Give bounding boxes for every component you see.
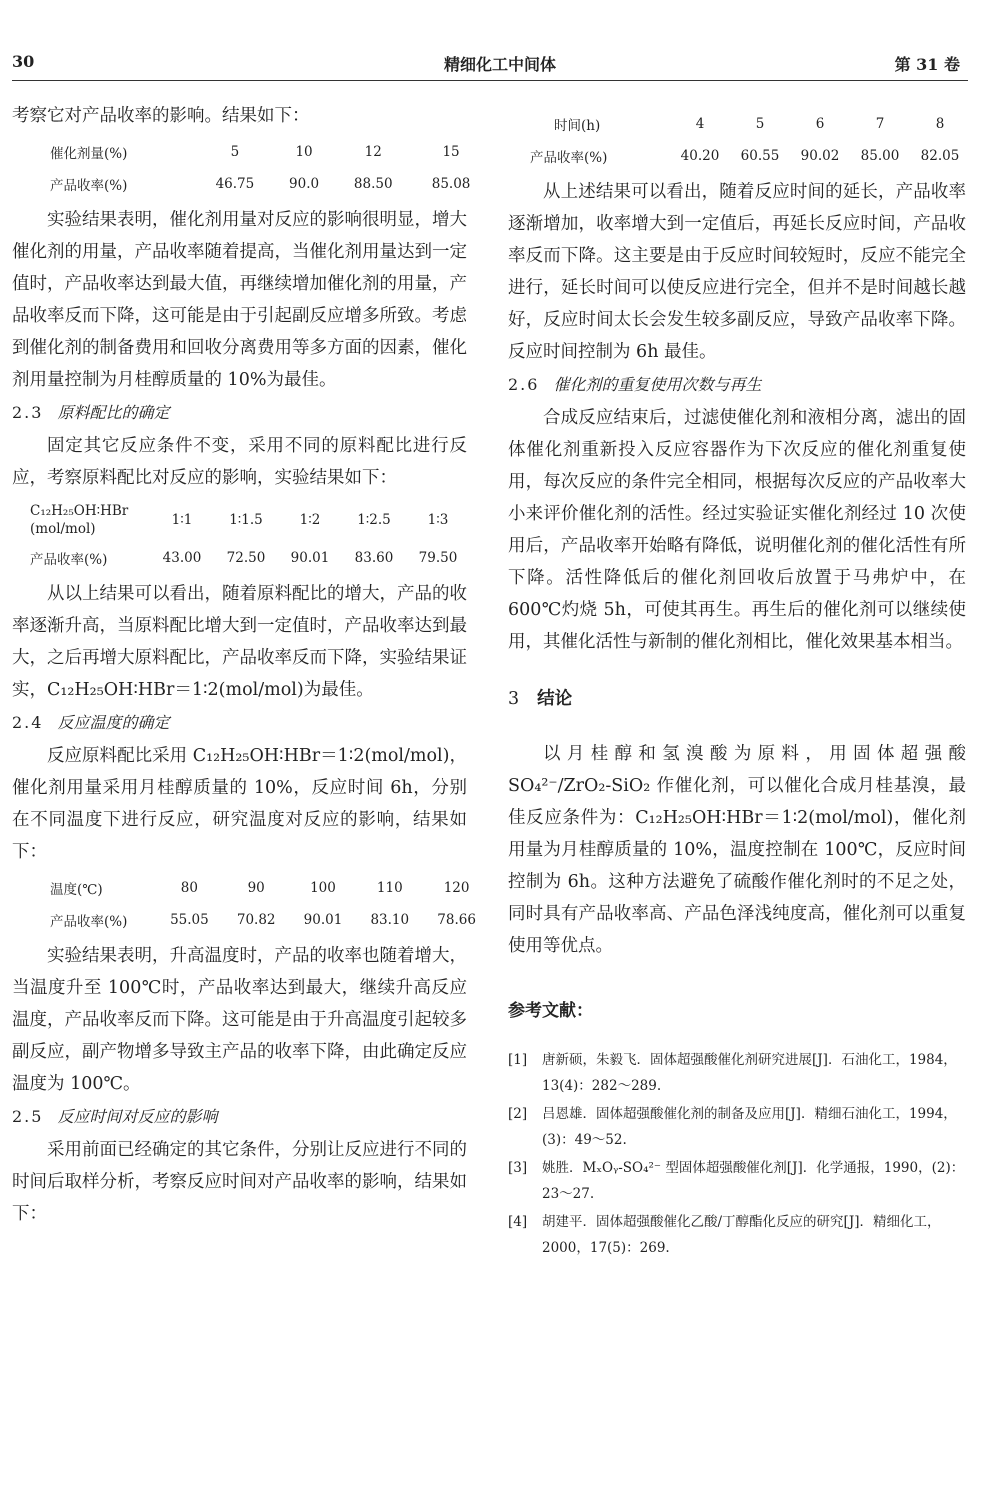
cell: 46.75 — [215, 176, 255, 192]
reference-item — [508, 1209, 966, 1261]
ratio-intro-paragraph: 固定其它反应条件不变，采用不同的原料配比进行反应，考察原料配比对反应的影响，实验结果如下： — [12, 436, 467, 488]
cell: 90 — [247, 880, 265, 896]
cell: 60.55 — [740, 148, 780, 164]
cell: 83.60 — [354, 550, 394, 566]
cell: 15 — [442, 144, 460, 160]
cell: 80 — [180, 880, 198, 896]
cell: 72.50 — [226, 550, 266, 566]
cell: 82.05 — [920, 148, 960, 164]
catalyst-paragraph: 实验结果表明，催化剂用量对反应的影响很明显，增大催化剂的用量，产品收率随着提高，当催化剂用量达到一定值时，产品收率达到最大值，再继续增加催化剂的用量，产品收率反而下降，这可能是由于引起副反应增多所致。考虑到催化剂的制备费用和回收分离费用等多方面的因素，催化剂用量控制为月桂醇质量的 10%为最佳。 — [12, 210, 467, 390]
time-intro-paragraph: 采用前面已经确定的其它条件，分别让反应进行不同的时间后取样分析，考察反应时间对产品收率的影响，结果如下： — [12, 1140, 467, 1224]
table-row — [50, 904, 490, 936]
section-2-6-heading — [508, 370, 966, 400]
section-2-4-heading — [12, 708, 467, 738]
temperature-intro-paragraph: 反应原料配比采用 C₁₂H₂₅OH∶HBr＝1∶2(mol/mol)，催化剂用量采用月桂醇质量的 10%，反应时间 6h，分别在不同温度下进行反应，研究温度对反应的影响，结果如下： — [12, 746, 467, 862]
reference-number: [4] — [508, 1214, 528, 1230]
cell: 1∶1 — [171, 512, 193, 528]
references-title: 参考文献： — [508, 1001, 593, 1021]
cell: 79.50 — [418, 550, 458, 566]
row-label — [30, 498, 150, 542]
cell: 40.20 — [680, 148, 720, 164]
cell: 43.00 — [162, 550, 202, 566]
cell: 88.50 — [353, 176, 393, 192]
reference-number: [3] — [508, 1160, 528, 1176]
reference-text: 唐新硕，朱毅飞．固体超强酸催化剂研究进展[J]．石油化工，1984，13(4)：282～289. — [542, 1052, 957, 1094]
conclusion-paragraph: 以月桂醇和氢溴酸为原料，用固体超强酸 SO₄²⁻/ZrO₂-SiO₂ 作催化剂，可以催化合成月桂基溴，最佳反应条件为：C₁₂H₂₅OH∶HBr＝1∶2(mol/mol)，催化剂用量为月桂醇质量的 10%，温度控制在 100℃，反应时间控制为 6h。这种方法避免了硫酸作催化剂时的不足之处，同时具有产品收率高、产品色泽浅纯度高，催化剂可以重复使用等优点。 — [508, 744, 966, 956]
cell: 90.01 — [290, 550, 330, 566]
left-column — [12, 100, 476, 1230]
section-number: 2.3 — [12, 403, 44, 422]
cell: 4 — [695, 116, 705, 132]
page-number: 30 — [12, 52, 35, 71]
reference-number: [1] — [508, 1052, 528, 1068]
section-number: 3 — [508, 689, 520, 709]
right-column — [508, 108, 966, 1263]
cell: 7 — [875, 116, 885, 132]
table-row — [50, 136, 490, 168]
catalyst-reuse-paragraph: 合成反应结束后，过滤使催化剂和液相分离，滤出的固体催化剂重新投入反应容器作为下次反应的催化剂重复使用，每次反应的条件完全相同，根据每次反应的产品收率大小来评价催化剂的活性。经过实验证实催化剂经过 10 次使用后，产品收率开始略有降低，说明催化剂的催化活性有所下降。活性降低后的催化剂回收后放置于马弗炉中，在 600℃灼烧 5h，可使其再生。再生后的催化剂可以继续使用，其催化活性与新制的催化剂相比，催化效果基本相当。 — [508, 408, 966, 652]
ratio-paragraph: 从以上结果可以看出，随着原料配比的增大，产品的收率逐渐升高，当原料配比增大到一定值时，产品收率达到最大，之后再增大原料配比，产品收率反而下降，实验结果证实，C₁₂H₂₅OH∶HBr＝1∶2(mol/mol)为最佳。 — [12, 584, 467, 700]
table-row — [50, 168, 490, 200]
intro-text: 考察它对产品收率的影响。结果如下： — [12, 106, 310, 126]
volume-label: 第 31 卷 — [894, 55, 960, 74]
temperature-table — [50, 872, 490, 936]
section-title: 反应时间对反应的影响 — [57, 1107, 218, 1126]
table-row — [30, 542, 470, 574]
row-label: 产品收率(%) — [30, 552, 108, 568]
table-row — [530, 140, 970, 172]
section-number: 2.4 — [12, 713, 44, 732]
cell: 8 — [935, 116, 945, 132]
reference-item — [508, 1047, 966, 1099]
temperature-paragraph: 实验结果表明，升高温度时，产品的收率也随着增大，当温度升至 100℃时，产品收率达到最大，继续升高反应温度，产品收率反而下降。这可能是由于升高温度引起较多副反应，副产物增多导致主产品的收率下降，由此确定反应温度为 100℃。 — [12, 946, 467, 1094]
cell: 90.01 — [303, 912, 343, 928]
table-row — [530, 108, 970, 140]
row-label: 产品收率(%) — [50, 178, 128, 194]
catalyst-table — [50, 136, 490, 200]
reference-item — [508, 1155, 966, 1207]
cell: 90.0 — [289, 176, 320, 192]
section-number: 2.5 — [12, 1107, 44, 1126]
section-2-3-heading — [12, 398, 467, 428]
cell: 1∶1.5 — [229, 512, 263, 528]
conclusion-heading — [508, 682, 966, 716]
row-label: 产品收率(%) — [50, 914, 128, 930]
cell: 120 — [443, 880, 470, 896]
reference-number: [2] — [508, 1106, 528, 1122]
row-label: 产品收率(%) — [530, 150, 608, 166]
cell: 5 — [230, 144, 240, 160]
section-number: 2.6 — [508, 375, 540, 394]
reference-text: 姚胜．MₓOᵧ-SO₄²⁻ 型固体超强酸催化剂[J]．化学通报，1990，(2)：23～27. — [542, 1160, 965, 1202]
cell: 70.82 — [236, 912, 276, 928]
cell: 83.10 — [370, 912, 410, 928]
time-paragraph: 从上述结果可以看出，随着反应时间的延长，产品收率逐渐增加，收率增大到一定值后，再延长反应时间，产品收率反而下降。这主要是由于反应时间较短时，反应不能完全进行，延长时间可以使反应进行完全，但并不是时间越长越好，反应时间太长会发生较多副反应，导致产品收率下降。反应时间控制为 6h 最佳。 — [508, 182, 966, 362]
time-table — [530, 108, 970, 172]
cell: 55.05 — [170, 912, 209, 928]
reference-item — [508, 1101, 966, 1153]
row-label: 时间(h) — [554, 118, 601, 134]
row-label: 温度(℃) — [50, 882, 103, 898]
section-title: 反应温度的确定 — [57, 713, 170, 732]
reference-text: 吕恩雄．固体超强酸催化剂的制备及应用[J]．精细石油化工，1994，(3)：49～52. — [542, 1106, 957, 1148]
row-label-line: C₁₂H₂₅OH∶HBr — [30, 503, 129, 519]
cell: 12 — [364, 144, 382, 160]
cell: 78.66 — [437, 912, 476, 928]
row-label: 催化剂量(%) — [50, 146, 128, 162]
cell: 5 — [755, 116, 765, 132]
reference-text: 胡建平．固体超强酸催化乙酸/丁醇酯化反应的研究[J]．精细化工，2000，17(5)：269. — [542, 1214, 941, 1256]
cell: 85.08 — [431, 176, 471, 192]
cell: 1∶2.5 — [357, 512, 391, 528]
table-row — [30, 498, 470, 542]
ratio-table — [30, 498, 470, 574]
cell: 1∶2 — [299, 512, 321, 528]
section-title: 结论 — [537, 689, 573, 709]
section-title: 原料配比的确定 — [57, 403, 170, 422]
cell: 85.00 — [860, 148, 900, 164]
header-rule — [12, 80, 968, 81]
cell: 6 — [815, 116, 825, 132]
journal-title: 精细化工中间体 — [443, 55, 556, 74]
cell: 1∶3 — [427, 512, 449, 528]
section-title: 催化剂的重复使用次数与再生 — [553, 375, 762, 394]
cell: 110 — [376, 880, 403, 896]
cell: 10 — [295, 144, 313, 160]
row-label-line: (mol/mol) — [30, 521, 96, 537]
cell: 100 — [310, 880, 336, 896]
section-2-5-heading — [12, 1102, 467, 1132]
table-row — [50, 872, 490, 904]
cell: 90.02 — [800, 148, 840, 164]
